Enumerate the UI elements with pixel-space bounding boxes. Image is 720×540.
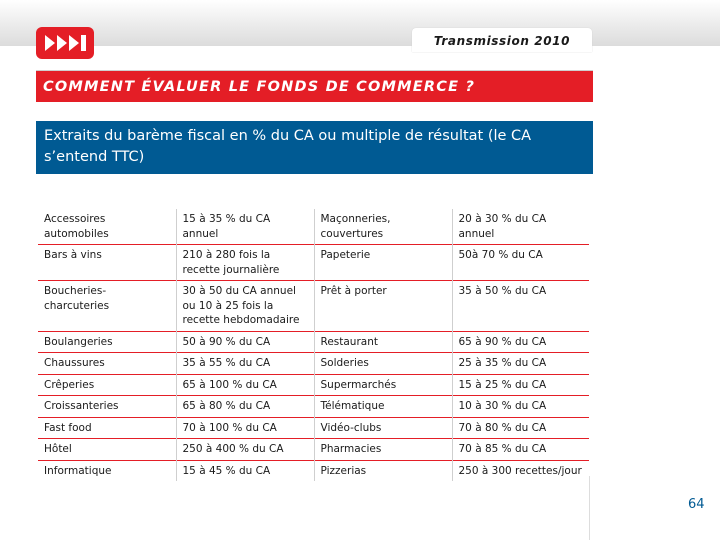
table-cell-valuation-range: 15 à 25 % du CA: [452, 374, 589, 396]
table-cell-activity-name: Maçonneries, couvertures: [314, 209, 452, 245]
red-play-forward-logo-icon: [36, 27, 94, 59]
slide-subtitle: Extraits du barème fiscal en % du CA ou multiple de résultat (le CA s’entend TTC): [36, 121, 593, 174]
table-cell-activity-name: Prêt à porter: [314, 281, 452, 332]
table-row: [38, 439, 589, 461]
table-row: [38, 417, 589, 439]
table-cell-activity-name: Télématique: [314, 396, 452, 418]
table-cell-valuation-range: 20 à 30 % du CA annuel: [452, 209, 589, 245]
table-cell-valuation-range: 50à 70 % du CA: [452, 245, 589, 281]
table-cell-valuation-range: 70 à 100 % du CA: [176, 417, 314, 439]
table-cell-valuation-range: 65 à 80 % du CA: [176, 396, 314, 418]
table-cell-valuation-range: 70 à 85 % du CA: [452, 439, 589, 461]
table-cell-activity-name: Solderies: [314, 353, 452, 375]
top-header-bar: [0, 0, 720, 46]
table-cell-valuation-range: 15 à 45 % du CA: [176, 460, 314, 481]
table-cell-activity-name: Crêperies: [38, 374, 176, 396]
table-row: [38, 281, 589, 332]
table-cell-valuation-range: 65 à 90 % du CA: [452, 331, 589, 353]
slide-title: COMMENT ÉVALUER LE FONDS DE COMMERCE ?: [36, 70, 593, 102]
table-cell-valuation-range: 25 à 35 % du CA: [452, 353, 589, 375]
table-row: [38, 353, 589, 375]
table-cell-valuation-range: 10 à 30 % du CA: [452, 396, 589, 418]
table-cell-activity-name: Pharmacies: [314, 439, 452, 461]
table-cell-activity-name: Hôtel: [38, 439, 176, 461]
table-cell-activity-name: Bars à vins: [38, 245, 176, 281]
table-row: [38, 245, 589, 281]
table-cell-valuation-range: 15 à 35 % du CA annuel: [176, 209, 314, 245]
table-cell-activity-name: Papeterie: [314, 245, 452, 281]
table-cell-valuation-range: 35 à 55 % du CA: [176, 353, 314, 375]
valuation-table: [38, 209, 589, 481]
table-row: [38, 460, 589, 481]
table-row: [38, 331, 589, 353]
table-cell-activity-name: Vidéo-clubs: [314, 417, 452, 439]
divider: [589, 476, 590, 540]
valuation-table-body: [38, 209, 589, 481]
table-row: [38, 209, 589, 245]
table-cell-activity-name: Croissanteries: [38, 396, 176, 418]
table-cell-valuation-range: 30 à 50 du CA annuel ou 10 à 25 fois la recette hebdomadaire: [176, 281, 314, 332]
table-cell-activity-name: Pizzerias: [314, 460, 452, 481]
table-cell-activity-name: Boulangeries: [38, 331, 176, 353]
table-cell-activity-name: Informatique: [38, 460, 176, 481]
table-cell-activity-name: Fast food: [38, 417, 176, 439]
table-cell-valuation-range: 35 à 50 % du CA: [452, 281, 589, 332]
table-cell-activity-name: Chaussures: [38, 353, 176, 375]
table-row: [38, 396, 589, 418]
table-cell-valuation-range: 250 à 300 recettes/jour: [452, 460, 589, 481]
table-cell-valuation-range: 50 à 90 % du CA: [176, 331, 314, 353]
table-cell-valuation-range: 65 à 100 % du CA: [176, 374, 314, 396]
table-cell-valuation-range: 250 à 400 % du CA: [176, 439, 314, 461]
table-cell-activity-name: Restaurant: [314, 331, 452, 353]
page-number: 64: [688, 497, 705, 512]
table-cell-valuation-range: 210 à 280 fois la recette journalière: [176, 245, 314, 281]
table-cell-activity-name: Boucheries-charcuteries: [38, 281, 176, 332]
table-cell-activity-name: Supermarchés: [314, 374, 452, 396]
table-cell-activity-name: Accessoires automobiles: [44, 213, 109, 240]
table-cell-valuation-range: 70 à 80 % du CA: [452, 417, 589, 439]
table-row: [38, 374, 589, 396]
header-tab-label: Transmission 2010: [412, 28, 592, 52]
